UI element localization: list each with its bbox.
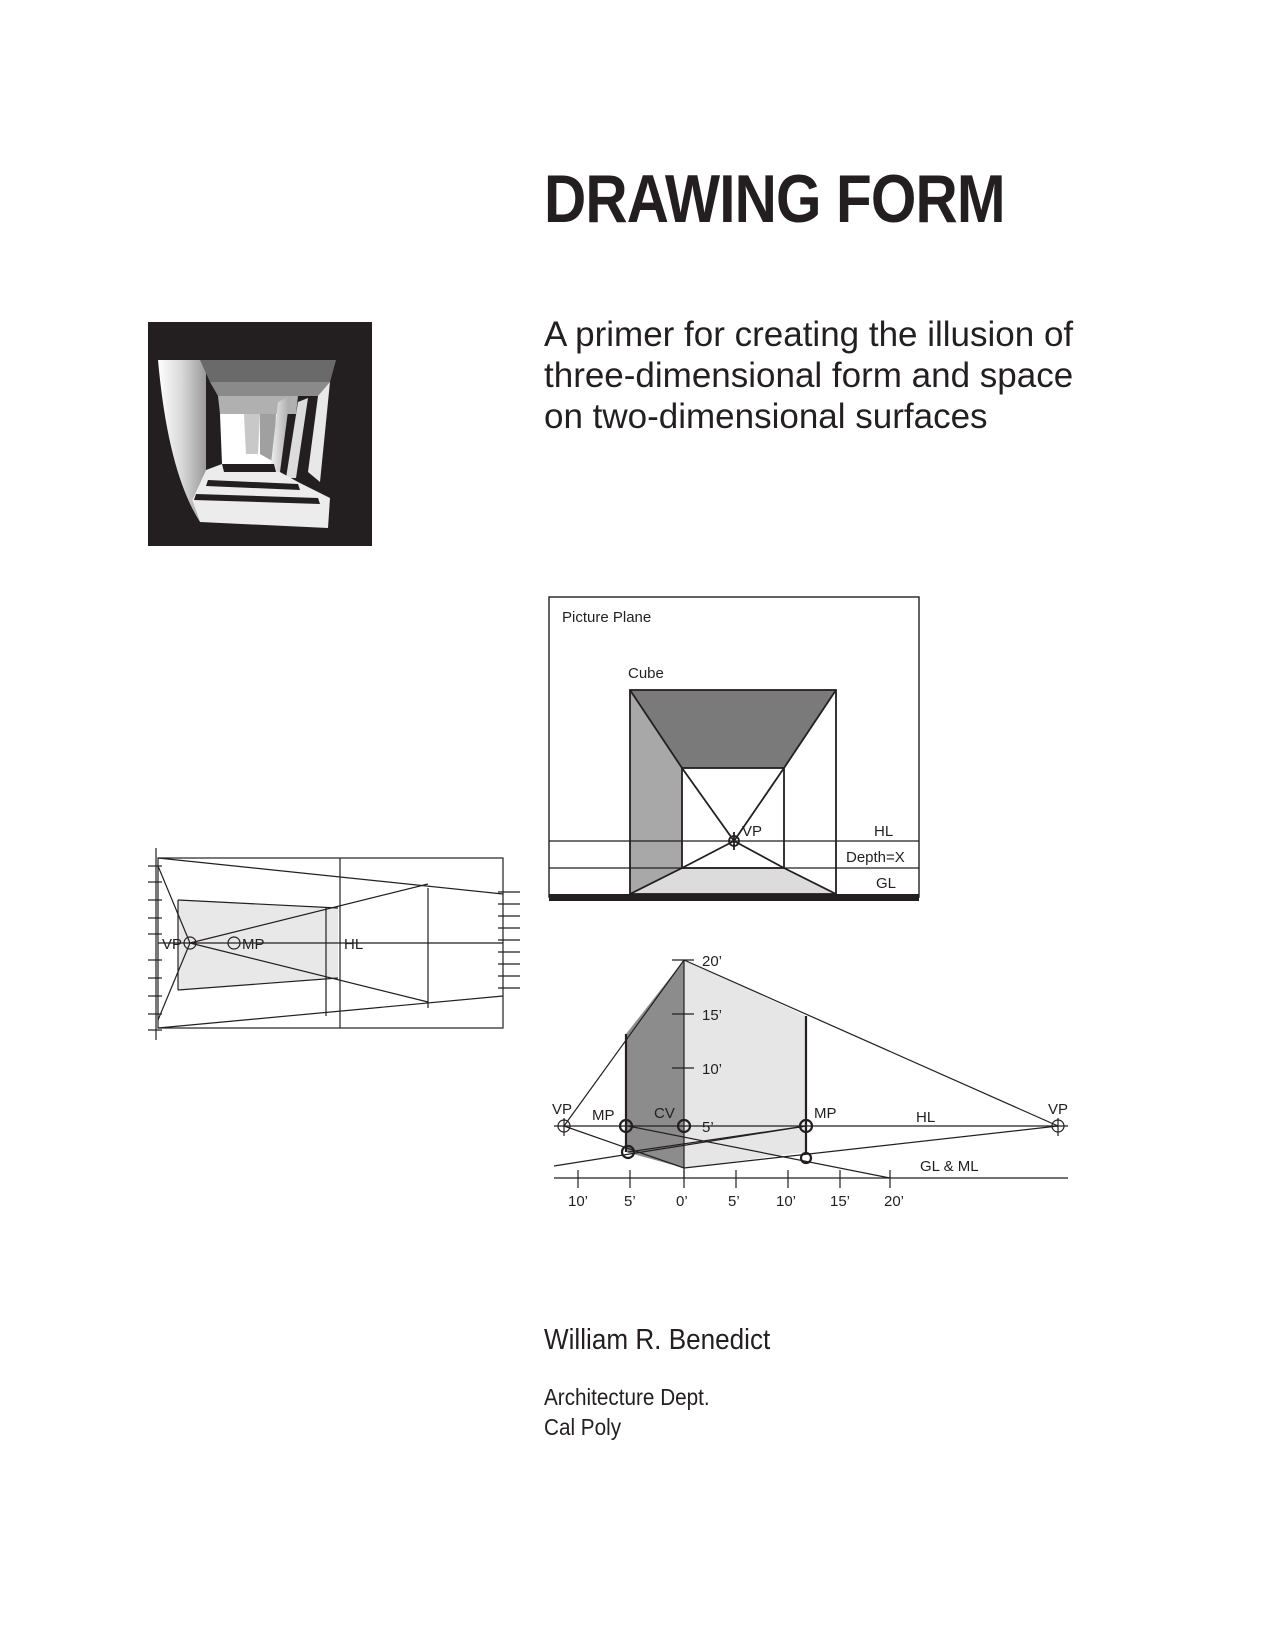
subtitle-line-3: on two-dimensional surfaces	[544, 397, 988, 436]
left-vp-label: VP	[162, 936, 183, 953]
left-hl-label: HL	[344, 936, 364, 953]
school: Cal Poly	[544, 1414, 622, 1440]
gl-ml-label: GL & ML	[920, 1158, 979, 1175]
author-name: William R. Benedict	[544, 1324, 771, 1356]
ground-label-10-right: 10’	[776, 1193, 797, 1210]
height-label-20: 20’	[702, 953, 723, 970]
height-label-10: 10’	[702, 1061, 723, 1078]
hl-label: HL	[916, 1109, 936, 1126]
ground-label-5-left: 5’	[624, 1193, 636, 1210]
left-mp-label: MP	[242, 936, 265, 953]
two-point-diagram	[548, 930, 1068, 1212]
ground-label-5-right: 5’	[728, 1193, 740, 1210]
subtitle-line-2: three-dimensional form and space	[544, 356, 1074, 395]
ground-label-10-left: 10’	[568, 1193, 589, 1210]
depth-label: Depth=X	[846, 849, 905, 866]
ground-label-15-right: 15’	[830, 1193, 851, 1210]
corridor-illustration	[148, 322, 372, 546]
department: Architecture Dept.	[544, 1384, 710, 1410]
subtitle	[544, 314, 1184, 437]
picture-plane-diagram	[548, 596, 920, 902]
vp-right-label: VP	[1048, 1101, 1069, 1118]
picture-plane-label: Picture Plane	[562, 609, 652, 626]
cube-hl-label: HL	[874, 823, 894, 840]
cube-gl-label: GL	[876, 875, 897, 892]
left-perspective-diagram	[148, 848, 518, 1048]
mp-left-label: MP	[592, 1107, 615, 1124]
cube-vp-label: VP	[742, 823, 763, 840]
affiliation	[544, 1382, 710, 1442]
subtitle-line-1: A primer for creating the illusion of	[544, 315, 1074, 354]
ground-label-0: 0’	[676, 1193, 688, 1210]
height-label-5: 5’	[702, 1119, 714, 1136]
vp-left-label: VP	[552, 1101, 573, 1118]
mp-right-label: MP	[814, 1105, 837, 1122]
cube-label: Cube	[628, 665, 664, 682]
ground-label-20-right: 20’	[884, 1193, 905, 1210]
title: DRAWING FORM	[544, 161, 1005, 237]
cv-label: CV	[654, 1105, 675, 1122]
height-label-15: 15’	[702, 1007, 723, 1024]
